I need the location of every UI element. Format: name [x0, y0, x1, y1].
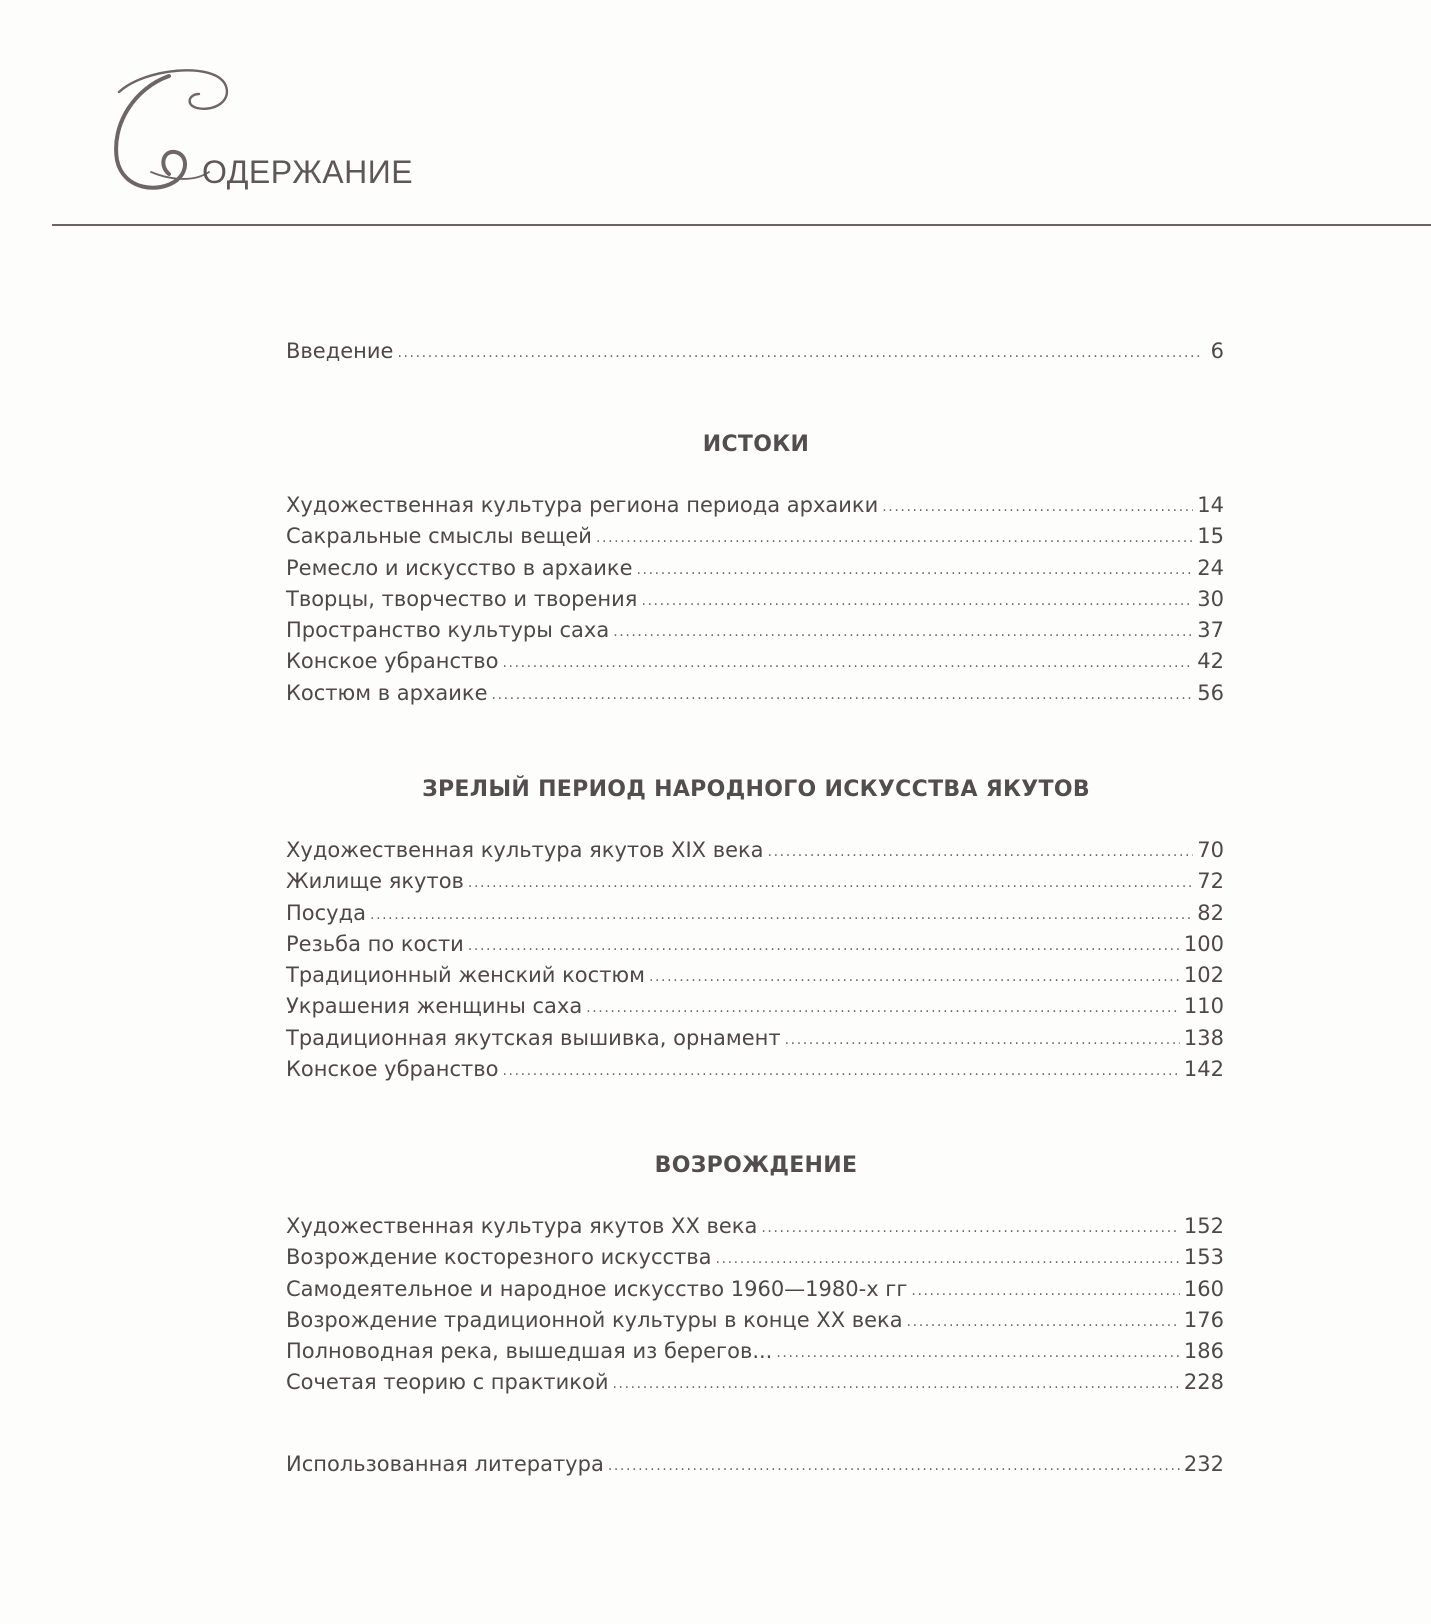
toc-entry[interactable] — [286, 994, 1226, 1025]
dot-leader — [397, 345, 1200, 361]
toc-entry[interactable] — [286, 524, 1226, 555]
toc-entry-page: 142 — [1183, 1057, 1224, 1082]
dot-leader — [911, 1283, 1180, 1299]
dot-leader — [608, 1458, 1180, 1474]
toc-entry-title: Резьба по кости — [286, 931, 464, 956]
toc-entry-page: 176 — [1183, 1307, 1224, 1332]
toc-entry-title: Возрождение традиционной культуры в конце XX века — [286, 1307, 903, 1332]
dot-leader — [492, 687, 1194, 703]
dot-leader — [776, 1345, 1180, 1361]
dot-leader — [641, 593, 1193, 609]
toc-section-1 — [286, 493, 1226, 712]
dot-leader — [468, 875, 1193, 891]
toc-entry[interactable] — [286, 1245, 1226, 1276]
toc-entry-title: Посуда — [286, 900, 367, 925]
toc-entry-title: Ремесло и искусство в архаике — [286, 555, 633, 580]
dot-leader — [612, 1376, 1179, 1392]
toc-entry-title: Самодеятельное и народное искусство 1960—1980-х гг — [286, 1276, 908, 1301]
toc-entry[interactable] — [286, 869, 1226, 900]
toc-entry-title: Полноводная река, вышедшая из берегов... — [286, 1339, 773, 1364]
toc-entry[interactable] — [286, 838, 1226, 869]
toc-entry-page: 42 — [1197, 649, 1224, 674]
page-header — [105, 62, 505, 212]
toc-entry-page: 6 — [1210, 339, 1224, 363]
toc-entry-title: Конское убранство — [286, 649, 499, 674]
dot-leader — [370, 907, 1193, 923]
dot-leader — [716, 1251, 1180, 1267]
toc-entry-title: Творцы, творчество и творения — [286, 586, 638, 611]
toc-entry-title: Конское убранство — [286, 1057, 499, 1082]
toc-entry-page: 70 — [1197, 838, 1224, 862]
toc-entry[interactable] — [286, 1057, 1226, 1088]
toc-entry-page: 228 — [1183, 1370, 1224, 1395]
toc-entry[interactable] — [286, 681, 1226, 712]
toc-entry[interactable] — [286, 1308, 1226, 1339]
dot-leader — [768, 844, 1194, 860]
toc-intro — [286, 339, 1226, 370]
section-heading: ИСТОКИ — [702, 432, 810, 457]
toc-entry-page: 160 — [1183, 1276, 1224, 1301]
toc-entry-page: 110 — [1183, 994, 1224, 1019]
dot-leader — [502, 1063, 1179, 1079]
dot-leader — [785, 1032, 1180, 1048]
toc-entry-page: 30 — [1197, 586, 1224, 611]
toc-section-2 — [286, 838, 1226, 1088]
toc-entry[interactable] — [286, 1214, 1226, 1245]
toc-entry-title: Художественная культура якутов XX века — [286, 1214, 758, 1238]
toc-entry[interactable] — [286, 339, 1226, 370]
toc-entry-title: Жилище якутов — [286, 869, 464, 894]
dot-leader — [502, 655, 1193, 671]
toc-entry-title: Пространство культуры саха — [286, 618, 610, 643]
toc-entry[interactable] — [286, 649, 1226, 680]
toc-entry[interactable] — [286, 587, 1226, 618]
toc-entry-title: Украшения женщины саха — [286, 994, 583, 1019]
toc-entry-title: Введение — [286, 339, 394, 363]
toc-entry-page: 153 — [1183, 1245, 1224, 1270]
toc-entry[interactable] — [286, 1370, 1226, 1401]
toc-entry-page: 15 — [1197, 524, 1224, 549]
section-heading: ВОЗРОЖДЕНИЕ — [654, 1153, 858, 1178]
dot-leader — [596, 530, 1193, 546]
header-divider — [52, 224, 1431, 226]
dot-leader — [468, 938, 1180, 954]
dot-leader — [637, 562, 1194, 578]
toc-section-3 — [286, 1214, 1226, 1402]
toc-entry[interactable] — [286, 963, 1226, 994]
toc-entry-page: 186 — [1183, 1339, 1224, 1364]
toc-entry-page: 56 — [1197, 680, 1224, 705]
dot-leader — [882, 499, 1193, 515]
toc-entry-page: 82 — [1197, 900, 1224, 925]
toc-entry[interactable] — [286, 901, 1226, 932]
toc-entry-title: Костюм в архаике — [286, 680, 488, 705]
toc-entry[interactable] — [286, 618, 1226, 649]
toc-entry-title: Традиционный женский костюм — [286, 963, 645, 988]
toc-entry[interactable] — [286, 493, 1226, 524]
dot-leader — [613, 624, 1193, 640]
toc-entry-page: 14 — [1197, 493, 1224, 517]
dot-leader — [907, 1314, 1180, 1330]
toc-entry-title: Традиционная якутская вышивка, орнамент — [286, 1025, 781, 1050]
toc-entry[interactable] — [286, 1452, 1226, 1483]
toc-entry[interactable] — [286, 1277, 1226, 1308]
toc-entry-title: Художественная культура якутов XIX века — [286, 838, 764, 862]
toc-entry[interactable] — [286, 1026, 1226, 1057]
toc-entry-page: 232 — [1183, 1452, 1224, 1476]
section-heading: ЗРЕЛЫЙ ПЕРИОД НАРОДНОГО ИСКУССТВА ЯКУТОВ — [422, 777, 1090, 802]
toc-entry[interactable] — [286, 932, 1226, 963]
toc-entry-page: 37 — [1197, 618, 1224, 643]
toc-entry-title: Сакральные смыслы вещей — [286, 524, 592, 549]
toc-entry-page: 100 — [1183, 931, 1224, 956]
toc-entry-page: 102 — [1183, 963, 1224, 988]
dot-leader — [761, 1220, 1180, 1236]
toc-bibliography — [286, 1452, 1226, 1483]
toc-entry-title: Сочетая теорию с практикой — [286, 1370, 609, 1395]
toc-entry-page: 138 — [1183, 1025, 1224, 1050]
toc-entry-title: Использованная литература — [286, 1452, 604, 1476]
toc-entry[interactable] — [286, 556, 1226, 587]
page-title: ОДЕРЖАНИЕ — [202, 154, 414, 190]
toc-entry-page: 152 — [1183, 1214, 1224, 1238]
dot-leader — [586, 1000, 1180, 1016]
toc-entry-page: 24 — [1197, 555, 1224, 580]
toc-entry-page: 72 — [1197, 869, 1224, 894]
toc-entry-title: Возрождение косторезного искусства — [286, 1245, 712, 1270]
dot-leader — [649, 969, 1180, 985]
toc-entry[interactable] — [286, 1339, 1226, 1370]
toc-entry-title: Художественная культура региона периода архаики — [286, 493, 879, 517]
